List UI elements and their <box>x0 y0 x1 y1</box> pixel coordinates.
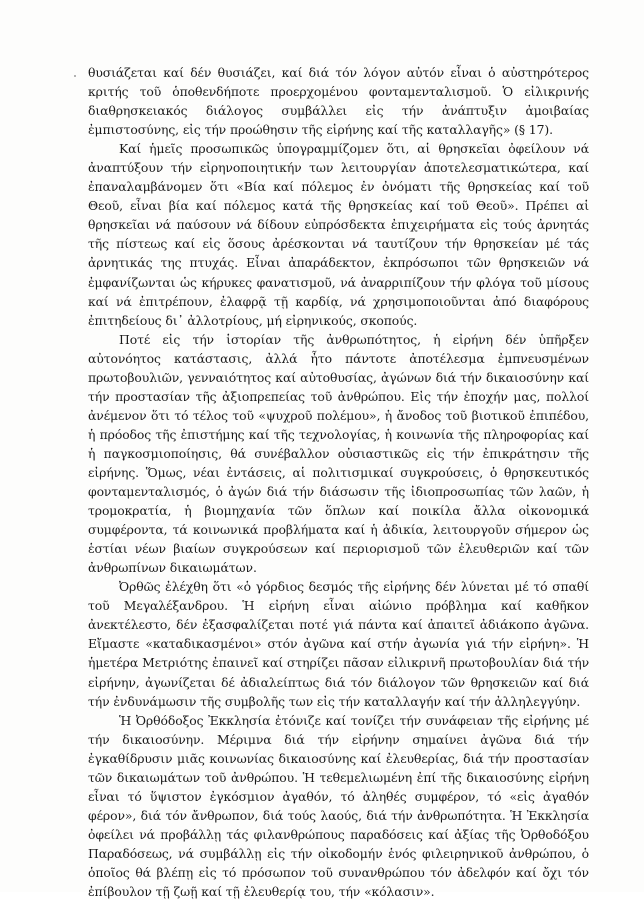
scan-artifact-dot <box>74 75 76 77</box>
paragraph-religions-peace: Καί ἡμεῖς προσωπικῶς ὑπογραμμίζομεν ὅτι, αἱ θρησκεῖαι ὀφείλουν νά ἀναπτύξουν τήν εἰρηνοποιητικήν των λειτουργίαν ἀποτελεσματικώτερα, καί ἐπαναλαμβάνομεν ὅτι «Βία καί πόλεμος ἐν ὀνόματι τῆς θρησκείας καί τοῦ Θεοῦ, εἶναι βία καί πόλεμος κατά τῆς θρησκείας καί τοῦ Θεοῦ». Πρέπει αἱ θρησκεῖαι νά παύσουν νά δίδουν εὐπρόσδεκτα ἐπιχειρήματα εἰς τούς ἀρνητάς τῆς πίστεως καί εἰς ὅσους ἀρέσκονται νά ταυτίζουν τήν θρησκείαν μέ τάς ἀρνητικάς της πτυχάς. Εἶναι ἀπαράδεκτον, ἐκπρόσωποι τῶν θρησκειῶν νά ἐμφανίζωνται ὡς κήρυκες φανατισμοῦ, νά ἀναρριπίζουν τήν φλόγα τοῦ μίσους καί νά ἐπιτρέπουν, ἐλαφρᾷ τῇ καρδίᾳ, νά χρησιμοποιοῦνται ἀπό διαφόρους ἐπιτηδείους δι᾽ ἀλλοτρίους, μή εἰρηνικούς, σκοπούς. <box>88 141 589 328</box>
paragraph-orthodox-church: Ἡ Ὀρθόδοξος Ἐκκλησία ἐτόνιζε καί τονίζει τήν συνάφειαν τῆς εἰρήνης μέ τήν δικαιοσύνην. Μέριμνα διά τήν εἰρήνην σημαίνει ἀγῶνα διά τήν ἐγκαθίδρυσιν μιᾶς κοινωνίας δικαιοσύνης καί ἐλευθερίας, διά τήν προστασίαν τῶν δικαιωμάτων τοῦ ἀνθρώπου. Ἡ τεθεμελιωμένη ἐπί τῆς δικαιοσύνης εἰρήνη εἶναι τό ὕψιστον ἐγκόσμιον ἀγαθόν, τό ἀληθές συμφέρον, τό «εἰς ἀγαθόν φέρον», διά τόν ἄνθρωπον, διά τούς λαούς, διά τήν ἀνθρωπότητα. Ἡ Ἐκκλησία ὀφείλει νά προβάλλῃ τάς φιλανθρώπους παραδόσεις καί ἀξίας τῆς Ὀρθοδόξου Παραδόσεως, νά συμβάλλῃ εἰς τήν οἰκοδομήν ἑνός φιλειρηνικοῦ ἀνθρώπου, ὁ ὁποῖος θά βλέπῃ εἰς τό πρόσωπον τοῦ συνανθρώπου τόν ἀδελφόν καί ὄχι τόν ἐπίβουλον τῇ ζωῇ καί τῇ ἐλευθερίᾳ του, τήν «κόλασιν». <box>88 712 589 900</box>
document-page <box>88 63 589 901</box>
paragraph-gordian-knot: Ὀρθῶς ἐλέχθη ὅτι «ὁ γόρδιος δεσμός τῆς εἰρήνης δέν λύνεται μέ τό σπαθί τοῦ Μεγαλέξανδρου. Ἡ εἰρήνη εἶναι αἰώνιο πρόβλημα καί καθῆκον ἀνεκτέλεστο, δέν ἐξασφαλίζεται ποτέ γιά πάντα καί ἀπαιτεῖ ἀδιάκοπο ἀγῶνα. Εἴμαστε «καταδικασμένοι» στόν ἀγῶνα καί στήν ἀγωνία γιά τήν εἰρήνη». Ἡ ἡμετέρα Μετριότης ἐπαινεῖ καί στηρίζει πᾶσαν εἰλικρινῆ πρωτοβουλίαν διά τήν εἰρήνην, ἀγωνίζεται δέ ἀδιαλείπτως διά τόν διάλογον τῶν θρησκειῶν καί διά τήν ἐνδυνάμωσιν τῆς συμβολῆς των εἰς τήν καταλλαγήν καί τήν ἀλληλεγγύην. <box>88 579 589 709</box>
paragraph-history-peace: Ποτέ εἰς τήν ἱστορίαν τῆς ἀνθρωπότητος, ἡ εἰρήνη δέν ὑπῆρξεν αὐτονόητος κατάστασις, ἀλλά ἦτο πάντοτε ἀποτέλεσμα ἐμπνευσμένων πρωτοβουλιῶν, γενναιότητος καί αὐτοθυσίας, ἀγώνων διά τήν δικαιοσύνην καί τήν προστασίαν τῆς ἀξιοπρεπείας τοῦ ἀνθρώπου. Εἰς τήν ἐποχήν μας, πολλοί ἀνέμενον ὅτι τό τέλος τοῦ «ψυχροῦ πολέμου», ἡ ἄνοδος τοῦ βιοτικοῦ ἐπιπέδου, ἡ πρόοδος τῆς ἐπιστήμης καί τῆς τεχνολογίας, ἡ κοινωνία τῆς πληροφορίας καί ἡ παγκοσμιοποίησις, θά συνέβαλλον οὐσιαστικῶς εἰς τήν ἐπικράτησιν τῆς εἰρήνης. Ὅμως, νέαι ἐντάσεις, αἱ πολιτισμικαί συγκρούσεις, ὁ θρησκευτικός φονταμενταλισμός, ὁ ἀγών διά τήν διάσωσιν τῆς ἰδιοπροσωπίας τῶν λαῶν, ἡ τρομοκρατία, ἡ βιομηχανία τῶν ὅπλων καί ποικίλα ἄλλα οἰκονομικά συμφέροντα, τά κοινωνικά προβλήματα καί ἡ ἀδικία, λειτουργοῦν σήμερον ὡς ἑστίαι νέων βιαίων συγκρούσεων καί περιορισμοῦ τῶν ἐλευθεριῶν καί τῶν ἀνθρωπίνων δικαιωμάτων. <box>88 331 589 576</box>
paragraph-continued: θυσιάζεται καί δέν θυσιάζει, καί διά τόν λόγον αὐτόν εἶναι ὁ αὐστηρότερος κριτής τοῦ ὁποθενδήποτε προερχομένου φονταμενταλισμοῦ. Ὁ εἰλικρινής διαθρησκειακός διάλογος συμβάλλει εἰς τήν ἀνάπτυξιν ἀμοιβαίας ἐμπιστοσύνης, εἰς τήν προώθησιν τῆς εἰρήνης καί τῆς καταλλαγῆς» (§ 17). <box>88 65 589 138</box>
